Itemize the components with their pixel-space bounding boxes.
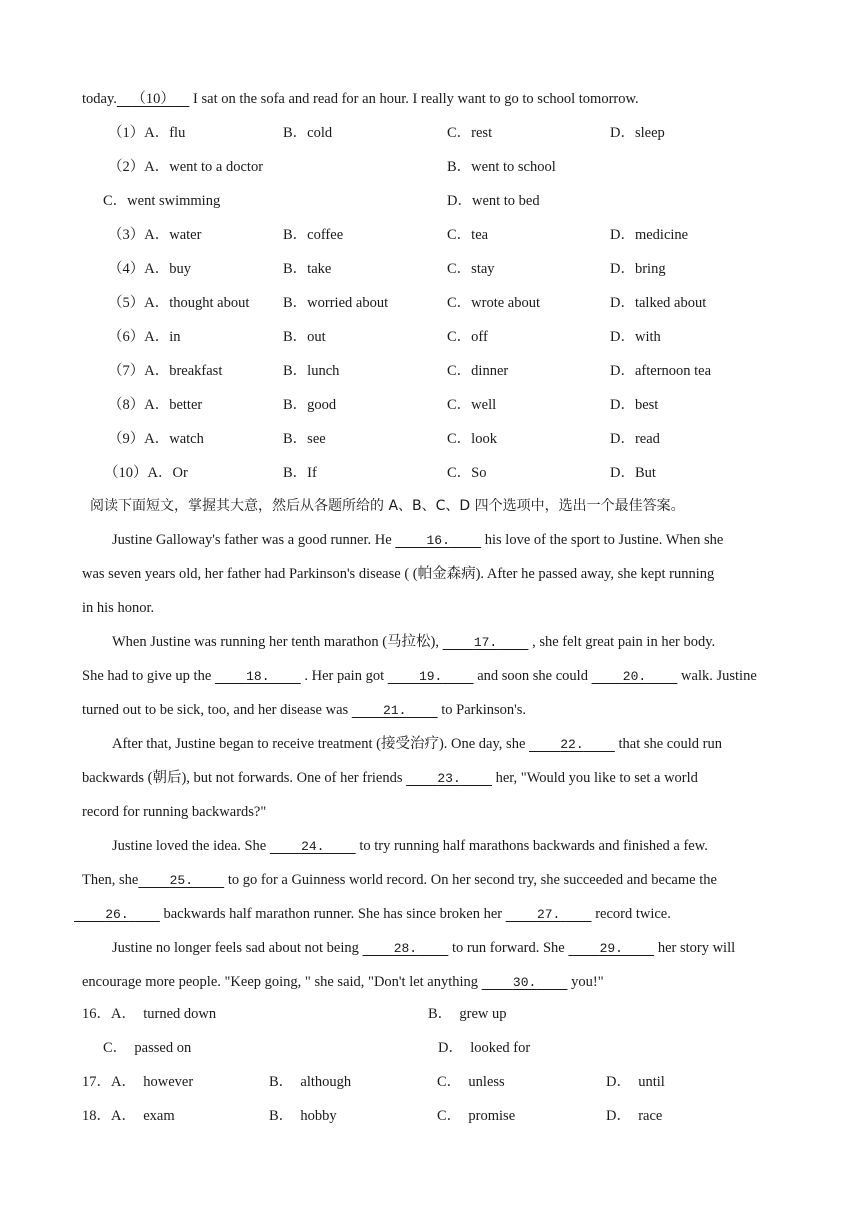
option-b: B． although <box>269 1074 352 1090</box>
option-a: （6）A．in <box>108 329 181 345</box>
text: encourage more people. "Keep going, " she said, "Don't let anything <box>82 974 479 990</box>
passage-line <box>82 972 782 993</box>
option-c: C．went swimming <box>103 193 221 209</box>
option-d: D．medicine <box>610 227 689 243</box>
text: was seven years old, her father had Parkinson's disease ( (帕金森病). After he passed away, she kept running <box>82 566 715 582</box>
text: to Parkinson's. <box>441 702 527 718</box>
option-d: D．But <box>610 465 656 481</box>
text: When Justine was running her tenth marathon (马拉松), <box>112 634 439 650</box>
answer-blank: 23. <box>437 771 461 786</box>
passage-line <box>82 700 782 721</box>
answer-blank: 21. <box>383 703 407 718</box>
option-d: D． looked for <box>438 1040 531 1056</box>
option-b: B．good <box>283 397 337 413</box>
option-d: D． race <box>606 1108 663 1124</box>
answer-blank: （10） <box>131 91 175 107</box>
text: turned out to be sick, too, and her disease was <box>82 702 349 718</box>
option-c: C． passed on <box>103 1040 192 1056</box>
option-c: C．stay <box>447 261 495 277</box>
option-d: D．sleep <box>610 125 665 141</box>
option-c: C． unless <box>437 1074 505 1090</box>
section-instruction: 阅读下面短文，掌握其大意，然后从各题所给的 A、B、C、D 四个选项中，选出一个最佳答案。 <box>90 498 685 514</box>
option-b: B．went to school <box>447 159 556 175</box>
text: and soon she could <box>477 668 588 684</box>
option-c: C．rest <box>447 125 493 141</box>
text: her story will <box>657 940 736 956</box>
passage-line <box>112 938 782 959</box>
text: Justine loved the idea. She <box>112 838 267 854</box>
passage-line <box>112 632 782 653</box>
option-b: B．cold <box>283 125 333 141</box>
option-b: B．worried about <box>283 295 389 311</box>
option-b: B．see <box>283 431 326 447</box>
passage-line <box>82 870 782 891</box>
text: Then, she <box>82 872 139 888</box>
option-a: （7）A．breakfast <box>108 363 223 379</box>
text: , she felt great pain in her body. <box>532 634 716 650</box>
answer-blank: 20. <box>622 669 647 684</box>
text: She had to give up the <box>82 668 212 684</box>
option-c: C．off <box>447 329 488 345</box>
answer-blank: 22. <box>560 737 584 752</box>
passage-line <box>82 89 782 109</box>
answer-blank: 17. <box>473 635 498 650</box>
option-d: D．read <box>610 431 660 447</box>
text: her, "Would you like to set a world <box>495 770 698 786</box>
text: in his honor. <box>82 600 155 616</box>
passage-line <box>82 768 782 789</box>
option-c: C．So <box>447 465 487 481</box>
option-d: D．talked about <box>610 295 707 311</box>
text: . Her pain got <box>304 668 385 684</box>
text: that she could run <box>618 736 722 752</box>
text: you!" <box>571 974 604 990</box>
passage-line <box>82 598 782 618</box>
text: to try running half marathons backwards and finished a few. <box>359 838 708 854</box>
passage-line <box>112 836 782 857</box>
option-c: C． promise <box>437 1108 516 1124</box>
option-b: B．out <box>283 329 326 345</box>
text: to run forward. She <box>451 940 565 956</box>
answer-blank: 19. <box>418 669 443 684</box>
option-c: C．well <box>447 397 497 413</box>
text: I sat on the sofa and read for an hour. I really want to go to school tomorrow. <box>193 91 639 107</box>
passage-line <box>82 564 782 584</box>
passage-line <box>82 802 782 822</box>
answer-blank: 24. <box>301 839 325 854</box>
passage-line <box>82 666 782 687</box>
text: record for running backwards?" <box>82 804 267 820</box>
text: to go for a Guinness world record. On her second try, she succeeded and became the <box>227 872 717 888</box>
option-a: （4）A．buy <box>108 261 191 277</box>
text: walk. Justine <box>681 668 757 684</box>
text: After that, Justine began to receive treatment (接受治疗). One day, she <box>112 736 526 752</box>
passage-line <box>112 530 782 551</box>
option-a: 17．A． however <box>82 1074 194 1090</box>
text: Justine no longer feels sad about not being <box>112 940 359 956</box>
option-a: 18．A． exam <box>82 1108 175 1124</box>
passage-line <box>112 734 782 755</box>
option-a: （8）A．better <box>108 397 203 413</box>
answer-blank: 28. <box>393 941 418 956</box>
option-d: D．bring <box>610 261 666 277</box>
option-c: C．look <box>447 431 497 447</box>
option-d: D．with <box>610 329 661 345</box>
option-a: （5）A．thought about <box>108 295 250 311</box>
option-b: B．take <box>283 261 332 277</box>
option-c: C．dinner <box>447 363 509 379</box>
text: his love of the sport to Justine. When she <box>484 532 724 548</box>
answer-blank: 30. <box>512 975 537 990</box>
option-a: （10）A．Or <box>104 465 188 481</box>
passage-line <box>82 904 782 925</box>
option-d: D． until <box>606 1074 665 1090</box>
option-b: B． hobby <box>269 1108 337 1124</box>
option-a: 16．A． turned down <box>82 1006 217 1022</box>
option-d: D．went to bed <box>447 193 540 209</box>
answer-blank: 27. <box>536 907 561 922</box>
text: today. <box>82 91 117 107</box>
option-b: B． grew up <box>428 1006 507 1022</box>
text: Justine Galloway's father was a good runner. He <box>112 532 392 548</box>
option-c: C．tea <box>447 227 489 243</box>
option-a: （3）A．water <box>108 227 202 243</box>
answer-blank: 18. <box>246 669 270 684</box>
text: record twice. <box>595 906 671 922</box>
option-b: B．lunch <box>283 363 340 379</box>
answer-blank: 16. <box>426 533 450 548</box>
answer-blank: 29. <box>599 941 623 956</box>
option-a: （1）A．flu <box>108 125 186 141</box>
option-c: C．wrote about <box>447 295 541 311</box>
option-a: （2）A．went to a doctor <box>108 159 264 175</box>
option-b: B．If <box>283 465 317 481</box>
answer-blank: 25. <box>169 873 193 888</box>
text: backwards (朝后), but not forwards. One of her friends <box>82 770 403 786</box>
text: backwards half marathon runner. She has since broken her <box>163 906 503 922</box>
option-a: （9）A．watch <box>108 431 204 447</box>
option-d: D．afternoon tea <box>610 363 712 379</box>
option-d: D．best <box>610 397 659 413</box>
answer-blank: 26. <box>105 907 129 922</box>
option-b: B．coffee <box>283 227 344 243</box>
